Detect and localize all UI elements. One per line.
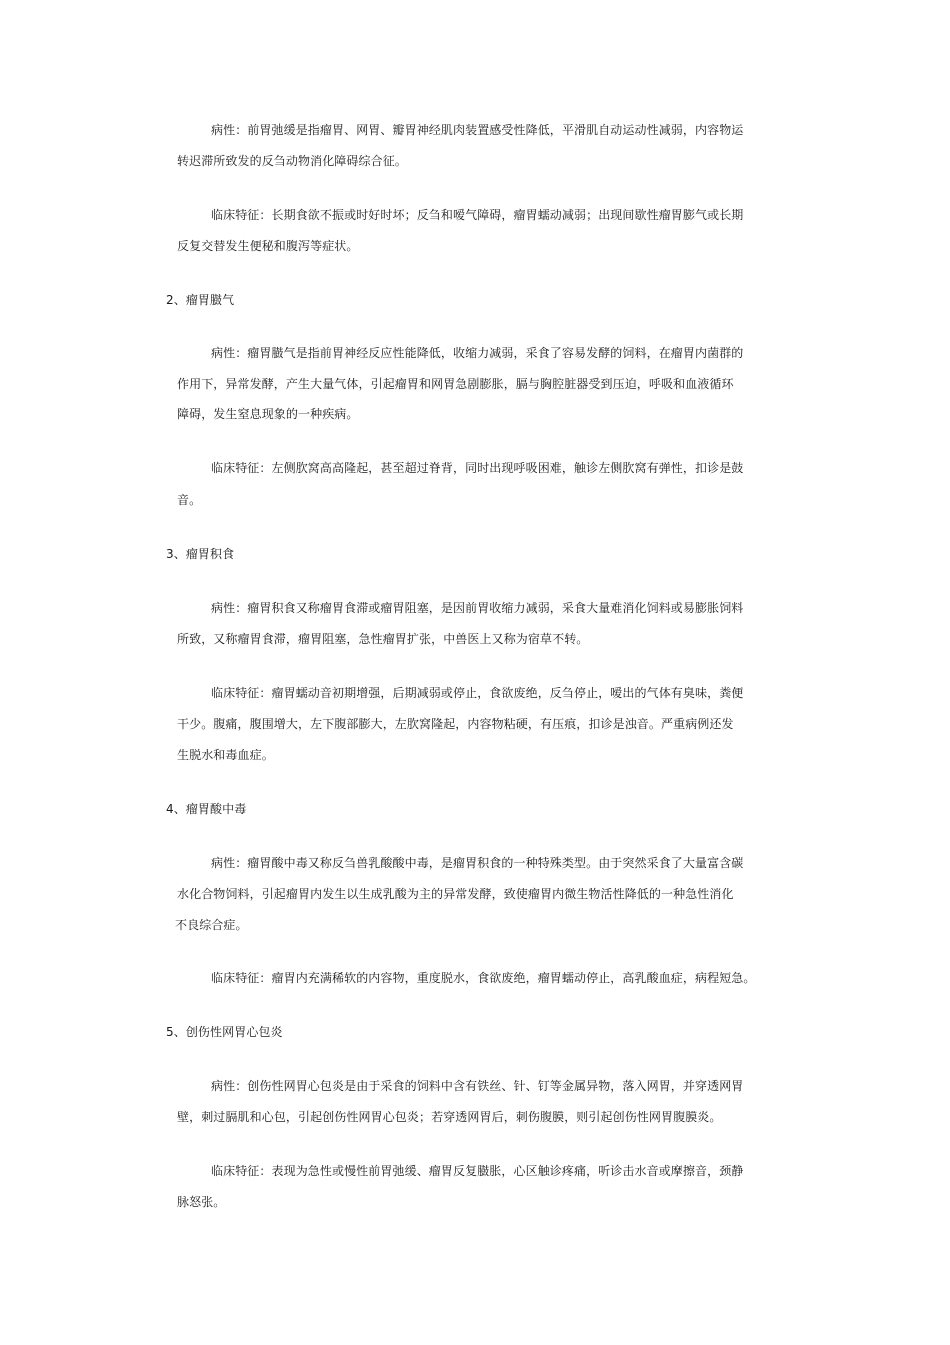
text-line: 临床特征：长期食欲不振或时好时坏；反刍和嗳气障碍，瘤胃蠕动减弱；出现间歇性瘤胃膨气或长期 <box>211 208 744 222</box>
text-line: 临床特征：瘤胃内充满稀软的内容物，重度脱水，食欲废绝，瘤胃蠕动停止，高乳酸血症，病程短急。 <box>211 971 756 985</box>
text-line: 所致，又称瘤胃食滞，瘤胃阻塞，急性瘤胃扩张，中兽医上又称为宿草不转。 <box>177 632 589 646</box>
text-line: 障碍，发生窒息现象的一种疾病。 <box>177 407 359 421</box>
section-heading: 5、创伤性网胃心包炎 <box>166 1025 283 1039</box>
text-line: 病性：瘤胃酸中毒又称反刍兽乳酸酸中毒，是瘤胃积食的一种特殊类型。由于突然采食了大量富含碳 <box>211 856 744 870</box>
text-line: 转迟滞所致发的反刍动物消化障碍综合征。 <box>177 154 407 168</box>
text-line: 病性：瘤胃积食又称瘤胃食滞或瘤胃阻塞，是因前胃收缩力减弱，采食大量难消化饲料或易膨胀饲料 <box>211 601 744 615</box>
section-heading: 4、瘤胃酸中毒 <box>166 802 247 816</box>
text-line: 临床特征：瘤胃蠕动音初期增强，后期减弱或停止，食欲废绝，反刍停止，嗳出的气体有臭味，粪便 <box>211 686 744 700</box>
section-heading: 3、瘤胃积食 <box>166 547 235 561</box>
text-line: 反复交替发生便秘和腹泻等症状。 <box>177 239 359 253</box>
text-line: 壁，刺过膈肌和心包，引起创伤性网胃心包炎；若穿透网胃后，刺伤腹膜，则引起创伤性网胃腹膜炎。 <box>177 1110 722 1124</box>
text-line: 脉怒张。 <box>177 1195 226 1209</box>
text-line: 作用下，异常发酵，产生大量气体，引起瘤胃和网胃急剧膨胀，膈与胸腔脏器受到压迫，呼吸和血液循环 <box>177 377 734 391</box>
text-line: 临床特征：表现为急性或慢性前胃弛缓、瘤胃反复臌胀，心区触诊疼痛，听诊击水音或摩擦音，颈静 <box>211 1164 744 1178</box>
text-line: 临床特征：左侧肷窝高高隆起，甚至超过脊背，同时出现呼吸困难，触诊左侧肷窝有弹性，扣诊是鼓 <box>211 461 744 475</box>
section-heading: 2、瘤胃臌气 <box>166 293 235 307</box>
text-line: 病性：创伤性网胃心包炎是由于采食的饲料中含有铁丝、针、钉等金属异物，落入网胃，并穿透网胃 <box>211 1079 744 1093</box>
text-line: 病性：前胃弛缓是指瘤胃、网胃、瓣胃神经肌肉装置感受性降低，平滑肌自动运动性减弱，内容物运 <box>211 123 744 137</box>
text-line: 生脱水和毒血症。 <box>177 748 274 762</box>
text-line: 干少。腹痛，腹围增大，左下腹部膨大，左肷窝隆起，内容物粘硬，有压痕，扣诊是浊音。严重病例还发 <box>177 717 734 731</box>
text-line: 不良综合症。 <box>175 918 248 932</box>
text-line: 病性：瘤胃臌气是指前胃神经反应性能降低，收缩力减弱，采食了容易发酵的饲料，在瘤胃内菌群的 <box>211 346 744 360</box>
text-line: 音。 <box>177 493 202 507</box>
text-line: 水化合物饲料，引起瘤胃内发生以生成乳酸为主的异常发酵，致使瘤胃内微生物活性降低的一种急性消化 <box>177 887 734 901</box>
